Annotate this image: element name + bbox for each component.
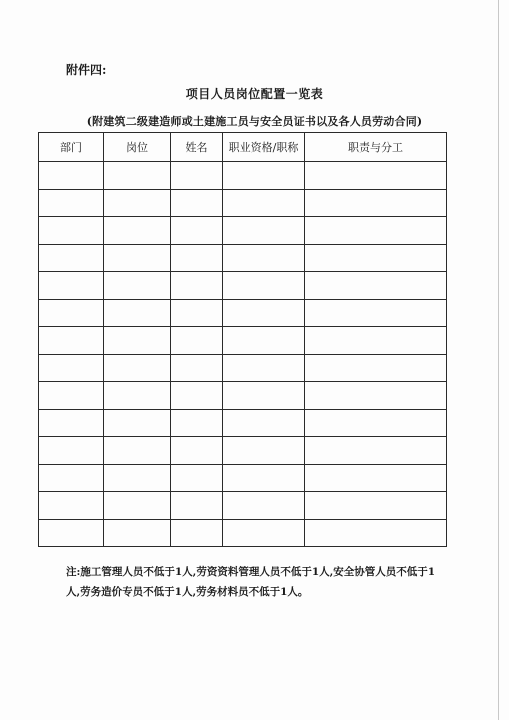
page-edge-line <box>498 0 499 720</box>
table-row <box>39 464 447 492</box>
table-cell <box>305 299 447 327</box>
table-cell <box>223 382 305 410</box>
table-row <box>39 299 447 327</box>
header-name: 姓名 <box>171 133 223 162</box>
table-header-row <box>39 133 447 162</box>
table-cell <box>39 299 104 327</box>
table-cell <box>171 519 223 547</box>
table-cell <box>171 492 223 520</box>
table-row <box>39 382 447 410</box>
table-cell <box>39 189 104 217</box>
table-cell <box>223 492 305 520</box>
table-cell <box>104 464 171 492</box>
table-cell <box>223 519 305 547</box>
table-cell <box>305 217 447 245</box>
table-cell <box>223 409 305 437</box>
header-department: 部门 <box>39 133 104 162</box>
table-cell <box>305 492 447 520</box>
document-title: 项目人员岗位配置一览表 <box>185 87 324 101</box>
table-cell <box>104 492 171 520</box>
attachment-label: 附件四: <box>66 63 107 77</box>
table-cell <box>104 519 171 547</box>
table-cell <box>104 217 171 245</box>
table-row <box>39 162 447 190</box>
table-cell <box>39 464 104 492</box>
table-cell <box>171 382 223 410</box>
table-cell <box>104 244 171 272</box>
table-cell <box>223 217 305 245</box>
table-cell <box>171 464 223 492</box>
table-cell <box>223 162 305 190</box>
table-row <box>39 244 447 272</box>
table-cell <box>104 299 171 327</box>
table-row <box>39 189 447 217</box>
table-cell <box>223 272 305 300</box>
table-cell <box>104 354 171 382</box>
table-cell <box>171 409 223 437</box>
table-cell <box>305 409 447 437</box>
table-cell <box>305 162 447 190</box>
table-cell <box>223 327 305 355</box>
table-cell <box>305 244 447 272</box>
table-cell <box>39 162 104 190</box>
table-cell <box>171 327 223 355</box>
table-cell <box>39 244 104 272</box>
table-cell <box>305 327 447 355</box>
header-duties: 职责与分工 <box>305 133 447 162</box>
table-cell <box>39 327 104 355</box>
table-row <box>39 354 447 382</box>
table-cell <box>223 244 305 272</box>
table-cell <box>104 409 171 437</box>
table-cell <box>171 244 223 272</box>
table-cell <box>39 492 104 520</box>
table-row <box>39 217 447 245</box>
table-cell <box>39 519 104 547</box>
table-cell <box>104 327 171 355</box>
table-cell <box>171 217 223 245</box>
table-cell <box>39 382 104 410</box>
table-cell <box>39 409 104 437</box>
table-cell <box>305 272 447 300</box>
table-cell <box>171 162 223 190</box>
table-cell <box>39 217 104 245</box>
table-cell <box>104 189 171 217</box>
table-cell <box>171 272 223 300</box>
document-subtitle: (附建筑二级建造师或土建施工员与安全员证书以及各人员劳动合同) <box>86 115 423 128</box>
table-cell <box>305 382 447 410</box>
table-cell <box>305 519 447 547</box>
table-cell <box>171 437 223 465</box>
table-cell <box>104 382 171 410</box>
staff-roster-table <box>38 132 447 547</box>
table-cell <box>171 299 223 327</box>
table-row <box>39 409 447 437</box>
table-row <box>39 327 447 355</box>
table-row <box>39 437 447 465</box>
table-body <box>39 162 447 547</box>
table-row <box>39 519 447 547</box>
table-cell <box>223 464 305 492</box>
table-cell <box>104 437 171 465</box>
table-cell <box>171 354 223 382</box>
table-cell <box>39 354 104 382</box>
table-cell <box>223 299 305 327</box>
table-cell <box>305 354 447 382</box>
header-position: 岗位 <box>104 133 171 162</box>
footnote: 注:施工管理人员不低于1人,劳资资料管理人员不低于1人,安全协管人员不低于1人,劳务造价专员不低于1人,劳务材料员不低于1人。 <box>66 566 436 598</box>
table-cell <box>223 437 305 465</box>
table-cell <box>171 189 223 217</box>
table-cell <box>104 272 171 300</box>
table-cell <box>104 162 171 190</box>
table-row <box>39 272 447 300</box>
table-cell <box>39 272 104 300</box>
table-cell <box>39 437 104 465</box>
table-cell <box>223 189 305 217</box>
table-cell <box>305 437 447 465</box>
table-cell <box>305 464 447 492</box>
table-cell <box>305 189 447 217</box>
header-qualification: 职业资格/职称 <box>223 133 305 162</box>
table-row <box>39 492 447 520</box>
table-cell <box>223 354 305 382</box>
